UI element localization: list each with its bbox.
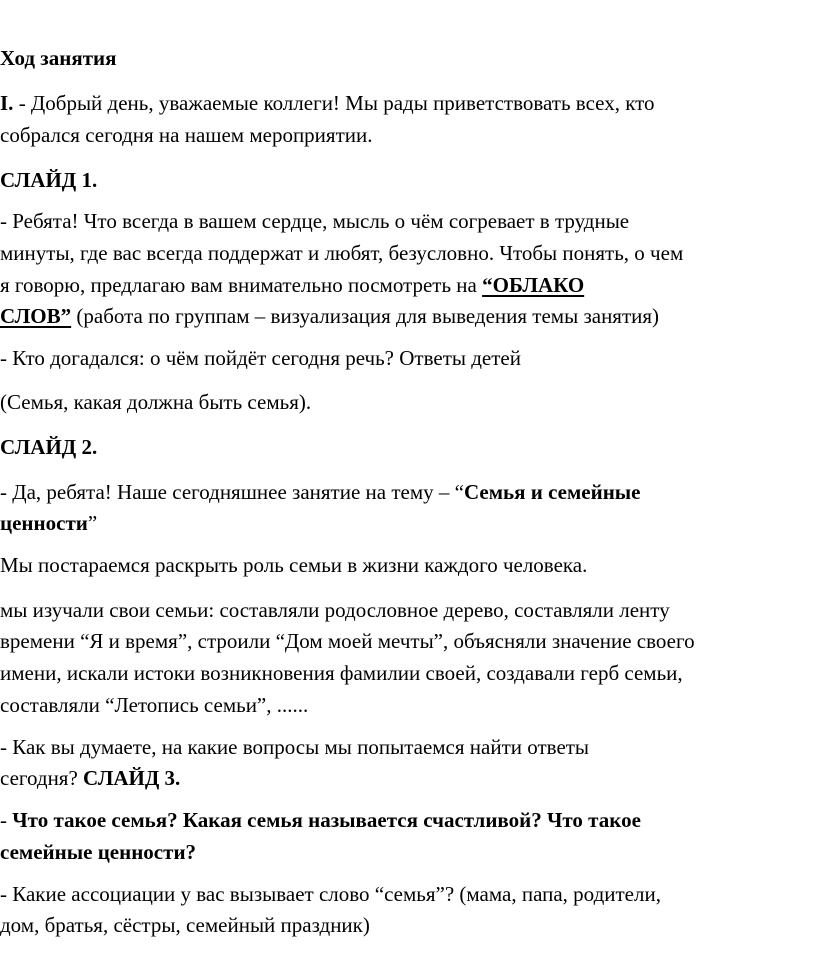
lesson-topic-continued: ценности — [0, 511, 88, 535]
slide-1-title: СЛАЙД 1. — [0, 168, 98, 192]
slide-2-title: СЛАЙД 2. — [0, 435, 98, 459]
word-cloud-link[interactable]: “ОБЛАКО — [482, 273, 585, 297]
slide-1-question: - Кто догадался: о чём пойдёт сегодня речь? Ответы детей — [0, 346, 521, 370]
slide-2-line-9-text: сегодня? — [0, 766, 84, 790]
slide-1-line-1: - Ребята! Что всегда в вашем сердце, мысль о чём согревает в трудные — [0, 209, 630, 233]
slide-3-title: СЛАЙД 3. — [83, 766, 181, 790]
slide-3-questions-line-1 — [0, 803, 641, 837]
slide-2-line-8: - Как вы думаете, на какие вопросы мы попытаемся найти ответы — [0, 735, 590, 759]
slide-3-dash: - — [0, 808, 13, 832]
slide-2-line-1 — [0, 475, 641, 509]
intro-line-2: собрался сегодня на нашем мероприятии. — [0, 123, 373, 147]
lesson-heading: Ход занятия — [0, 46, 117, 70]
slide-3-questions-text-1: Что такое семья? Какая семья называется счастливой? Что такое — [12, 808, 641, 832]
slide-2-line-6: имени, искали истоки возникновения фамилии своей, создавали герб семьи, — [0, 661, 683, 685]
slide-3-associations-line-1: - Какие ассоциации у вас вызывает слово “семья”? (мама, папа, родители, — [0, 882, 661, 906]
slide-1-line-2: минуты, где вас всегда поддержат и любят, безусловно. Чтобы понять, о чем — [0, 241, 684, 265]
slide-2-line-4: мы изучали свои семьи: составляли родословное дерево, составляли ленту — [0, 598, 670, 622]
slide-1-line-4-text: (работа по группам – визуализация для выведения темы занятия) — [71, 304, 660, 328]
word-cloud-link-continued[interactable]: СЛОВ” — [0, 304, 72, 328]
intro-marker: I. — [0, 91, 14, 115]
slide-2-line-9 — [0, 761, 180, 795]
slide-1-line-4 — [0, 299, 659, 333]
slide-2-line-5: времени “Я и время”, строили “Дом моей мечты”, объясняли значение своего — [0, 629, 695, 653]
slide-2-line-2 — [0, 506, 97, 540]
slide-1-answer: (Семья, какая должна быть семья). — [0, 390, 312, 414]
intro-text-1: - Добрый день, уважаемые коллеги! Мы рады приветствовать всех, кто — [13, 91, 655, 115]
intro-line-1 — [0, 86, 655, 120]
slide-2-line-7: составляли “Летопись семьи”, ...... — [0, 693, 309, 717]
slide-3-questions-line-2: семейные ценности? — [0, 840, 197, 864]
lesson-topic: Семья и семейные — [463, 480, 641, 504]
slide-2-line-1-text: - Да, ребята! Наше сегодняшнее занятие на тему – “ — [0, 480, 464, 504]
slide-3-associations-line-2: дом, братья, сёстры, семейный праздник) — [0, 913, 370, 937]
slide-2-line-3: Мы постараемся раскрыть роль семьи в жизни каждого человека. — [0, 553, 588, 577]
slide-2-line-2-text: ” — [87, 511, 98, 535]
slide-1-line-3 — [0, 268, 584, 302]
slide-1-line-3-text: я говорю, предлагаю вам внимательно посмотреть на — [0, 273, 483, 297]
